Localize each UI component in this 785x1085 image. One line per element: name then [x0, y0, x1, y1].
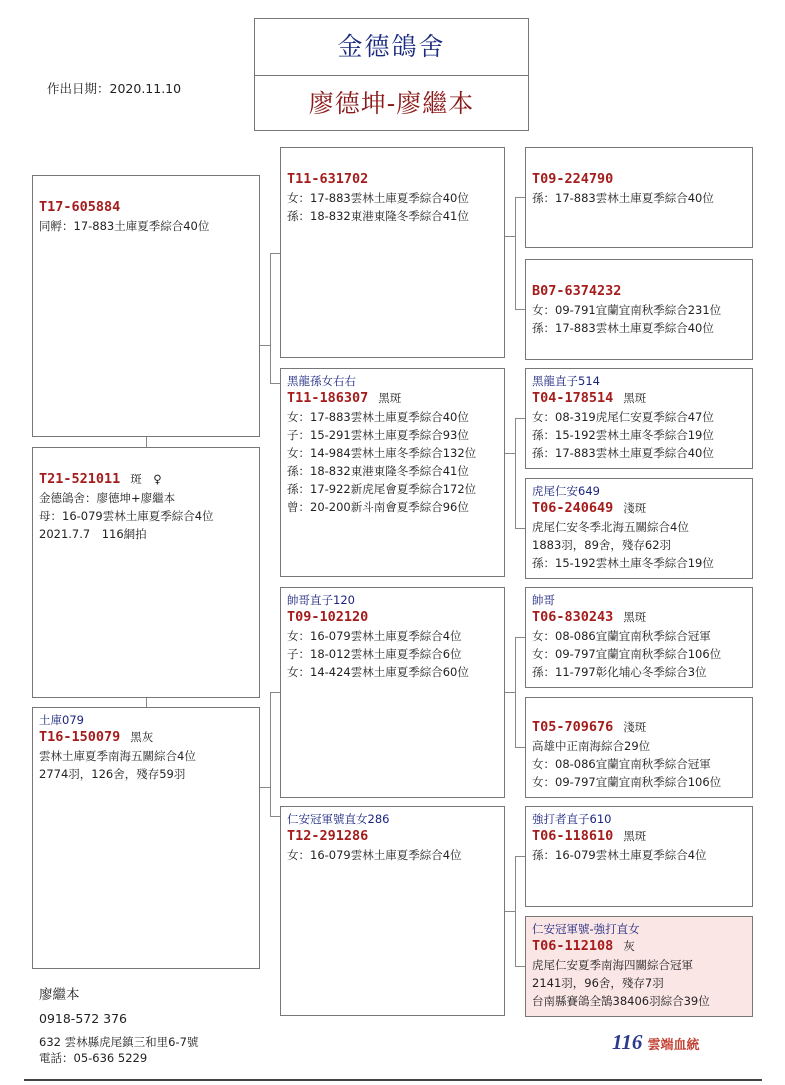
- connector: [515, 637, 525, 638]
- gen2-ring: T11-631702: [287, 171, 369, 187]
- gen3-prefix: 虎尾仁安649: [532, 484, 600, 498]
- gen3-line: 孫：17-883雲林土庫夏季綜合40位: [532, 321, 714, 335]
- subject-ring: [39, 470, 253, 489]
- gen3-card-3: [525, 368, 753, 469]
- connector: [270, 692, 271, 816]
- connector: [270, 253, 271, 383]
- gen3-line: 虎尾仁安冬季北海五關綜合4位: [532, 520, 689, 534]
- gen2-line: 女：16-079雲林土庫夏季綜合4位: [287, 629, 462, 643]
- gen3-line: 女：09-791宜蘭宜南秋季綜合231位: [532, 303, 722, 317]
- connector: [515, 197, 525, 198]
- gen3-line: 女：08-319虎尾仁安夏季綜合47位: [532, 410, 714, 424]
- gen3-card-5: [525, 587, 753, 688]
- gen2-line: 子：15-291雲林土庫夏季綜合93位: [287, 428, 469, 442]
- connector: [146, 698, 147, 707]
- gen3-line: 孫：17-883雲林土庫夏季綜合40位: [532, 191, 714, 205]
- contact-phone: 0918-572 376: [39, 1011, 128, 1026]
- gen3-prefix: 強打者直子610: [532, 812, 612, 826]
- dam-card: [32, 707, 260, 969]
- logo-number: 116: [612, 1030, 643, 1054]
- gen3-ring-number: T06-830243: [532, 609, 614, 625]
- gen3-ring: [532, 499, 746, 518]
- gen3-prefix: 黑龍直子514: [532, 374, 600, 388]
- dam-ring-number: T16-150079: [39, 729, 121, 745]
- gen3-ring: B07-6374232: [532, 283, 622, 299]
- gen2-ring: [287, 389, 498, 408]
- gen3-ring-number: T06-112108: [532, 938, 614, 954]
- connector: [505, 911, 515, 912]
- gen3-card-8: [525, 916, 753, 1017]
- gen3-color: 灰: [623, 939, 635, 953]
- gen3-line: 孫：15-192雲林土庫冬季綜合19位: [532, 428, 714, 442]
- subject-color-sex: 斑 ♀: [130, 472, 162, 486]
- gen2-line: 女：14-424雲林土庫夏季綜合60位: [287, 665, 469, 679]
- gen3-line: 孫：15-192雲林土庫冬季綜合19位: [532, 556, 714, 570]
- gen3-color: 淺斑: [623, 720, 647, 734]
- gen2-prefix: 仁安冠軍號直女286: [287, 812, 390, 826]
- gen2-card-2: [280, 368, 505, 577]
- connector: [270, 253, 280, 254]
- owner-name: 廖德坤-廖繼本: [308, 89, 475, 118]
- dam-color: 黑灰: [130, 730, 154, 744]
- gen3-ring: [532, 608, 746, 627]
- connector: [515, 637, 516, 747]
- gen3-ring: [532, 389, 746, 408]
- connector: [515, 197, 516, 309]
- gen3-line: 1883羽，89舍，殘存62羽: [532, 538, 672, 552]
- connector: [515, 856, 516, 966]
- subject-line: 2021.7.7 116網拍: [39, 527, 147, 541]
- gen3-line: 孫：17-883雲林土庫夏季綜合40位: [532, 446, 714, 460]
- gen3-card-4: [525, 478, 753, 579]
- subject-line: 金德鴿舍：廖德坤+廖繼本: [39, 491, 176, 505]
- connector: [515, 309, 525, 310]
- gen3-ring: [532, 827, 746, 846]
- connector: [515, 418, 525, 419]
- bottom-divider: [24, 1079, 762, 1081]
- gen3-line: 台南縣賽鴿全鵠38406羽綜合39位: [532, 994, 710, 1008]
- subject-ring-number: T21-521011: [39, 471, 121, 487]
- connector: [505, 236, 515, 237]
- connector: [515, 966, 525, 967]
- gen2-color: 黑斑: [378, 391, 402, 405]
- connector: [270, 383, 280, 384]
- sire-ring: T17-605884: [39, 199, 121, 215]
- connector: [505, 692, 515, 693]
- gen3-color: 黑斑: [623, 610, 647, 624]
- gen3-line: 高雄中正南海綜合29位: [532, 739, 651, 753]
- connector: [146, 437, 147, 447]
- issue-date: [47, 79, 181, 97]
- gen3-line: 女：09-797宜蘭宜南秋季綜合106位: [532, 647, 722, 661]
- gen3-card-2: [525, 259, 753, 360]
- gen2-prefix: 黑龍孫女右右: [287, 374, 356, 388]
- gen3-ring: T09-224790: [532, 171, 614, 187]
- connector: [515, 418, 516, 528]
- gen2-ring-number: T11-186307: [287, 390, 369, 406]
- gen3-card-1: [525, 147, 753, 248]
- loft-name: 金德鴿舍: [255, 19, 528, 76]
- gen2-line: 曾：20-200新斗南會夏季綜合96位: [287, 500, 469, 514]
- gen3-color: 黑斑: [623, 391, 647, 405]
- gen2-line: 女：17-883雲林土庫夏季綜合40位: [287, 410, 469, 424]
- connector: [270, 816, 280, 817]
- gen3-line: 女：08-086宜蘭宜南秋季綜合冠軍: [532, 757, 711, 771]
- gen2-card-1: [280, 147, 505, 358]
- gen2-line: 女：14-984雲林土庫冬季綜合132位: [287, 446, 477, 460]
- connector: [260, 345, 270, 346]
- gen2-line: 子：18-012雲林土庫夏季綜合6位: [287, 647, 462, 661]
- issue-date-value: 2020.11.10: [109, 81, 182, 96]
- gen3-ring-number: T05-709676: [532, 719, 614, 735]
- gen2-line: 女：17-883雲林土庫夏季綜合40位: [287, 191, 469, 205]
- connector: [515, 528, 525, 529]
- connector: [505, 453, 515, 454]
- gen3-line: 孫：11-797彰化埔心冬季綜合3位: [532, 665, 707, 679]
- gen3-line: 虎尾仁安夏季南海四關綜合冠軍: [532, 958, 693, 972]
- gen3-prefix: 帥哥: [532, 593, 555, 607]
- dam-prefix: 土庫079: [39, 713, 84, 727]
- sire-line: 同孵：17-883土庫夏季綜合40位: [39, 219, 210, 233]
- subject-line: 母：16-079雲林土庫夏季綜合4位: [39, 509, 214, 523]
- connector: [260, 787, 270, 788]
- gen2-line: 孫：18-832東港東隆冬季綜合41位: [287, 209, 469, 223]
- gen2-ring: T09-102120: [287, 609, 369, 625]
- gen2-line: 孫：18-832東港東隆冬季綜合41位: [287, 464, 469, 478]
- gen3-card-7: [525, 806, 753, 907]
- gen3-ring-number: T06-240649: [532, 500, 614, 516]
- dam-line: 雲林土庫夏季南海五關綜合4位: [39, 749, 196, 763]
- connector: [515, 747, 525, 748]
- gen3-prefix: 仁安冠軍號-強打直女: [532, 922, 640, 936]
- contact-name: 廖繼本: [39, 987, 80, 1003]
- logo-text: 雲端血統: [647, 1038, 700, 1053]
- gen2-ring: T12-291286: [287, 828, 369, 844]
- gen3-line: 女：08-086宜蘭宜南秋季綜合冠軍: [532, 629, 711, 643]
- sire-card: [32, 175, 260, 437]
- gen3-card-6: [525, 697, 753, 798]
- dam-ring: [39, 728, 253, 747]
- gen2-card-3: [280, 587, 505, 798]
- gen2-card-4: [280, 806, 505, 1016]
- connector: [270, 692, 280, 693]
- gen3-line: 2141羽，96舍，殘存7羽: [532, 976, 664, 990]
- issue-date-label: 作出日期：: [47, 81, 110, 96]
- title-box: [254, 18, 529, 131]
- gen3-line: 孫：16-079雲林土庫夏季綜合4位: [532, 848, 707, 862]
- gen3-line: 女：09-797宜蘭宜南秋季綜合106位: [532, 775, 722, 789]
- subject-card: [32, 447, 260, 698]
- gen3-ring: [532, 718, 746, 737]
- contact-tel: 電話：05-636 5229: [39, 1051, 148, 1065]
- brand-logo: [612, 1030, 699, 1055]
- contact-address: 632 雲林縣虎尾鎮三和里6-7號: [39, 1035, 199, 1049]
- gen3-ring-number: T04-178514: [532, 390, 614, 406]
- gen3-ring: [532, 937, 746, 956]
- connector: [515, 856, 525, 857]
- gen3-ring-number: T06-118610: [532, 828, 614, 844]
- gen2-line: 女：16-079雲林土庫夏季綜合4位: [287, 848, 462, 862]
- dam-line: 2774羽，126舍，殘存59羽: [39, 767, 186, 781]
- contact-block: [39, 985, 198, 1066]
- gen2-line: 孫：17-922新虎尾會夏季綜合172位: [287, 482, 477, 496]
- gen2-prefix: 帥哥直子120: [287, 593, 355, 607]
- gen3-color: 黑斑: [623, 829, 647, 843]
- gen3-color: 淺斑: [623, 501, 647, 515]
